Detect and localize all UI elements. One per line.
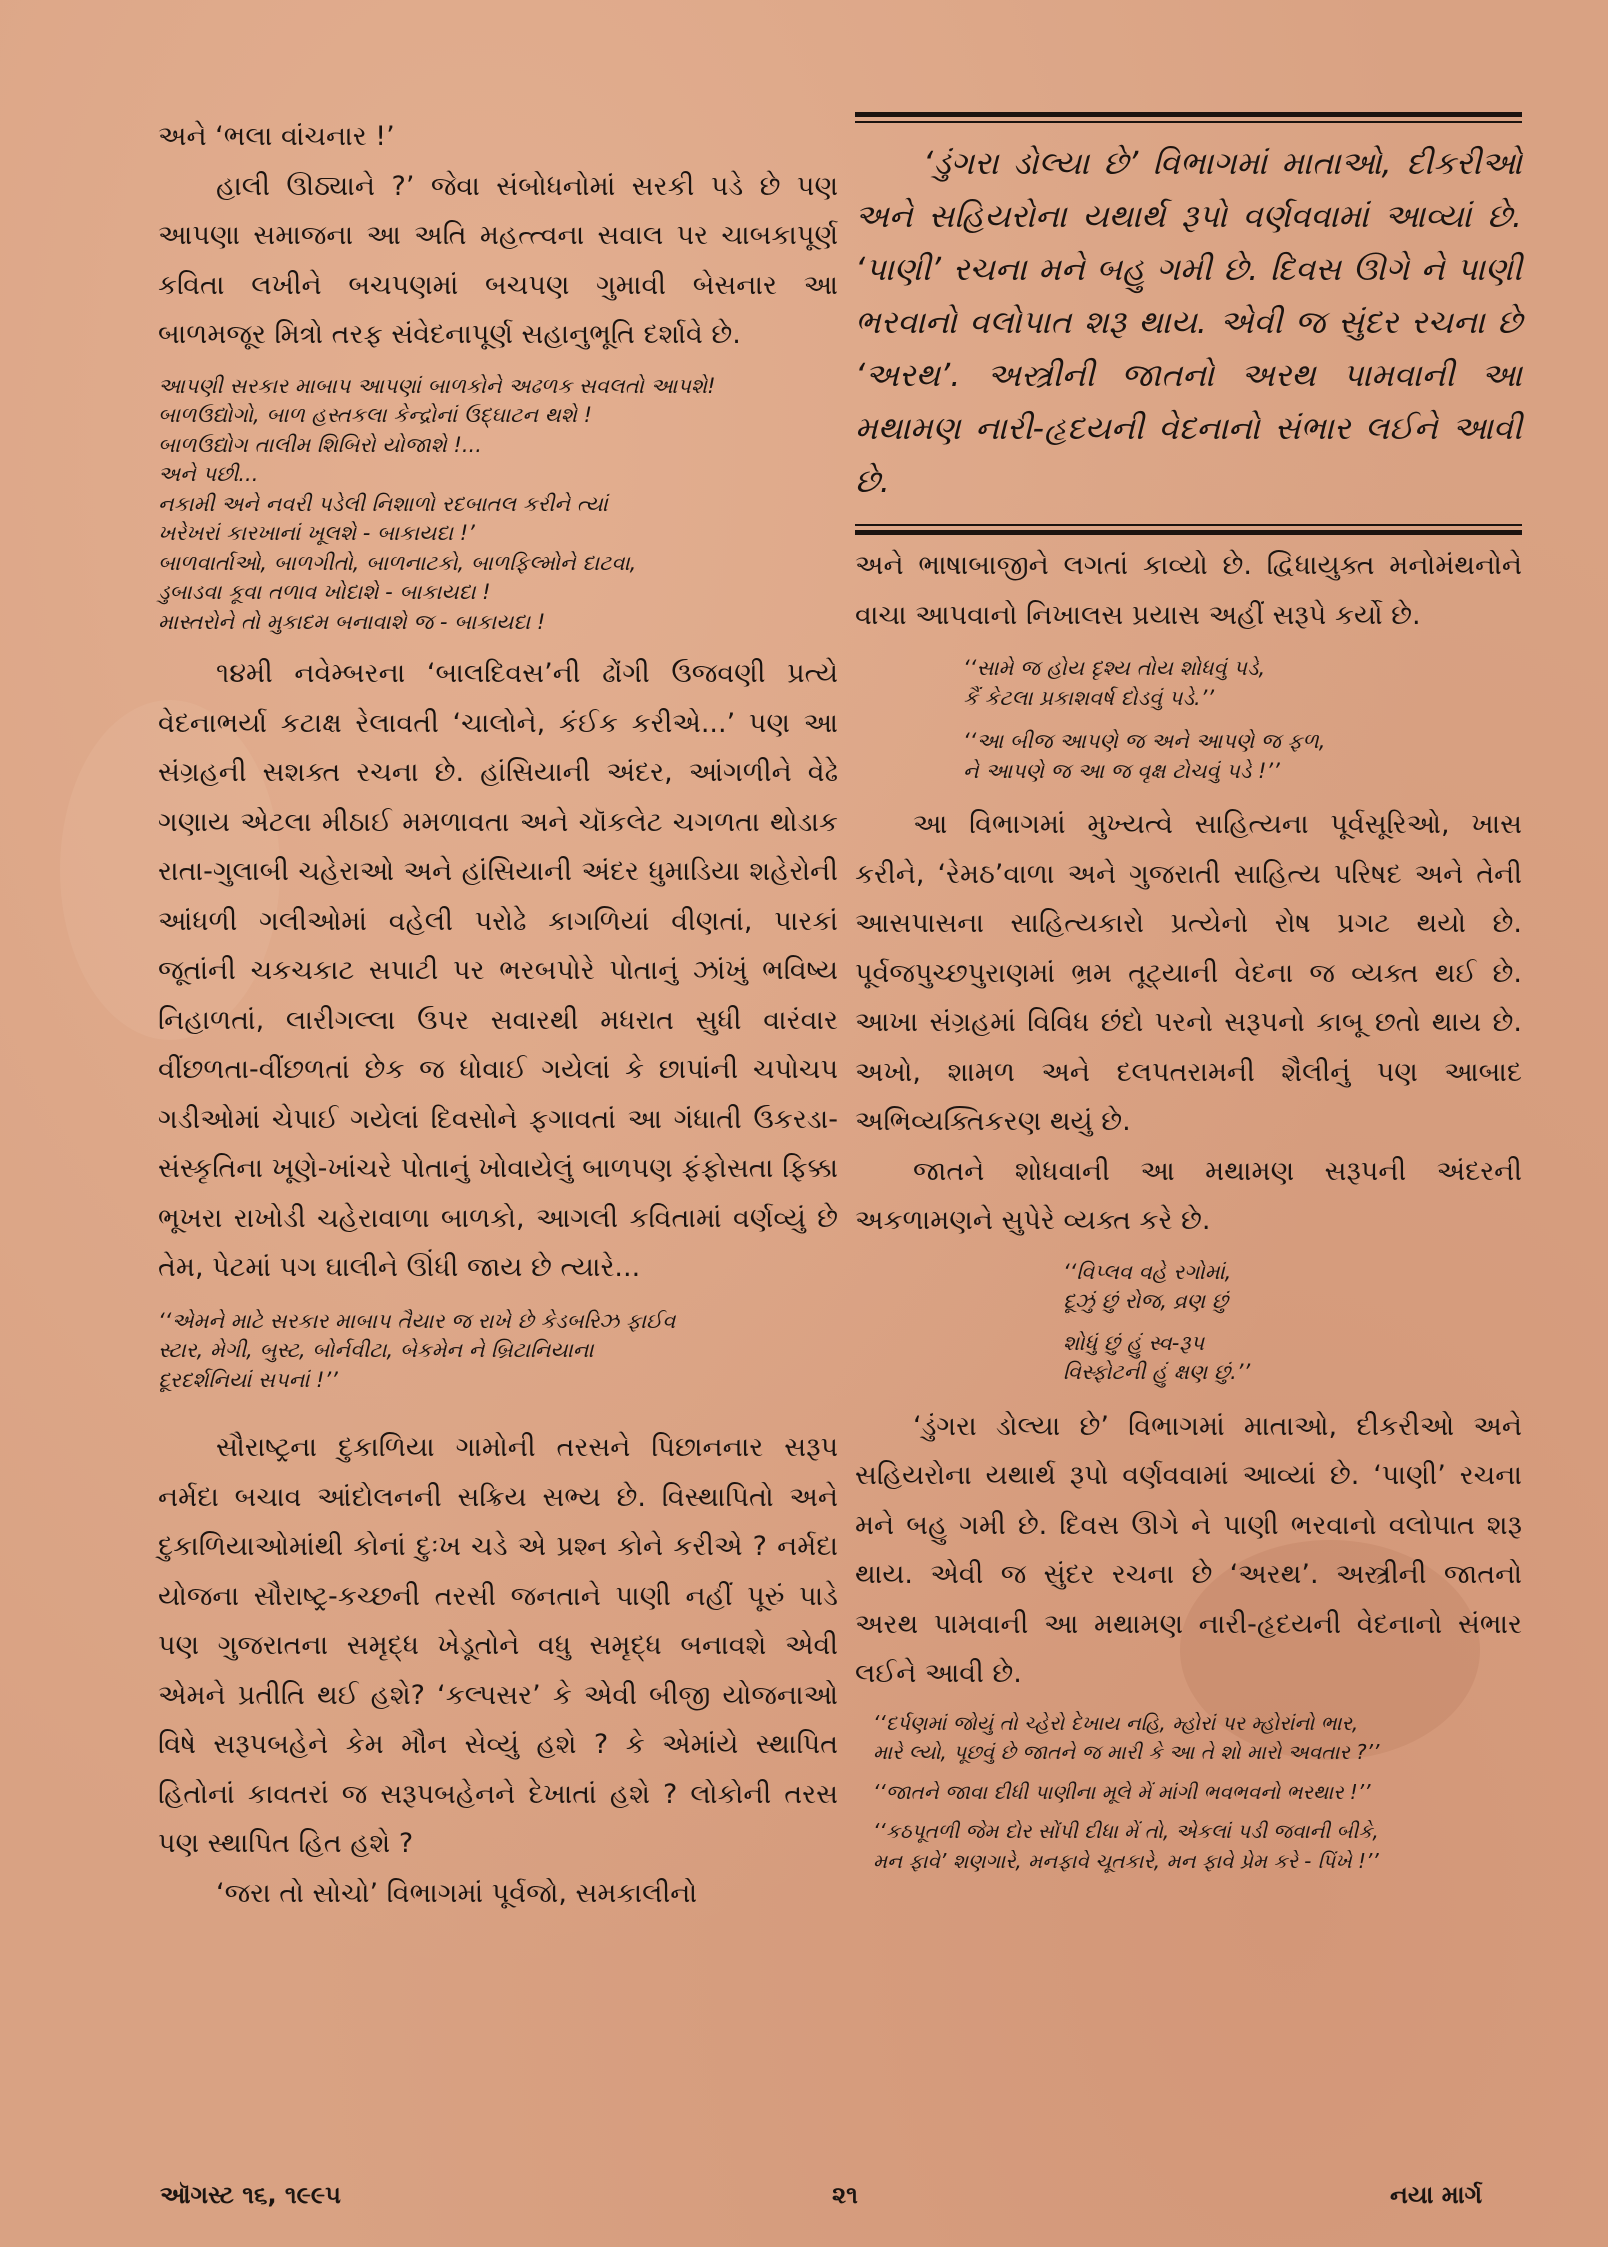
bottom-rule <box>855 524 1522 526</box>
publication-name: નયા માર્ગ <box>1390 2181 1483 2209</box>
verse-line: અને પછી... <box>158 462 259 486</box>
verse-line: આપણી સરકાર માબાપ આપણાં બાળકોને અઢળક સવલતો આપશે! <box>158 373 716 398</box>
verse-line: કૈં કેટલા પ્રકાશવર્ષ દોડવું પડે.’’ <box>963 685 1214 710</box>
footer-date: ઑગસ્ટ ૧૬, ૧૯૯૫ <box>160 2181 341 2209</box>
verse-line: ‘‘સામે જ હોય દૃશ્ય તોય શોધવું પડે, <box>963 656 1266 680</box>
verse-line: દૂરદર્શનિયાં સપનાં !’’ <box>158 1367 338 1392</box>
verse-line: સ્ટાર, મેગી, બુસ્ટ, બોર્નવીટા, બેકમેન ને બ્રિટાનિયાના <box>158 1338 594 1362</box>
verse-quote <box>1063 1329 1522 1388</box>
verse-line: મન ફાવે’ શણગારે, મનફાવે ચૂતકારે, મન ફાવે પ્રેમ કરે - પિંખે !’’ <box>873 1848 1379 1873</box>
verse-line: ખરેખરાં કારખાનાં ખૂલશે - બાકાયદા !’ <box>158 521 475 545</box>
bottom-rule <box>855 530 1522 535</box>
top-rule <box>855 121 1522 123</box>
verse-quote <box>873 1709 1522 1768</box>
paragraph: ‘ડુંગરા ડોલ્યા છે’ વિભાગમાં માતાઓ, દીકરીઓ અને સહિયરોના યથાર્થ રૂપો વર્ણવવામાં આવ્યાં છે. ‘પાણી’ રચના મને બહુ ગમી છે. દિવસ ઊગે ને પાણી ભરવાનો વલોપાત શરૂ થાય. એવી જ સુંદર રચના છે ‘અરથ’. અસ્ત્રીની જાતનો અરથ પામવાની આ મથામણ નારી-હૃદયની વેદનાનો સંભાર લઈને આવી છે. <box>855 1410 1522 1689</box>
verse-line: વિસ્ફોટની હું ક્ષણ છું.’’ <box>1063 1360 1251 1384</box>
verse-line: બાળઉદ્યોગો, બાળ હસ્તકલા કેન્દ્રોનાં ઉદ્ઘાટન થશે ! <box>158 403 593 427</box>
verse-quote <box>158 372 838 638</box>
top-rule <box>855 112 1522 117</box>
verse-quote <box>873 1817 1522 1876</box>
verse-line: ને આપણે જ આ જ વૃક્ષ ટોચવું પડે !’’ <box>963 758 1280 783</box>
paragraph: હાલી ઊઠ્યાને ?’ જેવા સંબોધનોમાં સરકી પડે છે પણ આપણા સમાજના આ અતિ મહત્ત્વના સવાલ પર ચાબકાપૂર્ણ કવિતા લખીને બચપણમાં બચપણ ગુમાવી બેસનાર આ બાળમજૂર મિત્રો તરફ સંવેદનાપૂર્ણ સહાનુભૂતિ દર્શાવે છે. <box>158 170 838 350</box>
verse-line: ‘‘જાતને જાવા દીધી પાણીના મૂલે મેં માંગી ભવભવનો ભરથાર !’’ <box>873 1779 1371 1804</box>
paragraph: ૧૪મી નવેમ્બરના ‘બાલદિવસ’ની ઢોંગી ઉજવણી પ્રત્યે વેદનાભર્યા કટાક્ષ રેલાવતી ‘ચાલોને, કંઈક કરીએ...’ પણ આ સંગ્રહની સશક્ત રચના છે. હાંસિયાની અંદર, આંગળીને વેઢે ગણાય એટલા મીઠાઈ મમળાવતા અને ચૉકલેટ ચગળતા થોડાક રાતા-ગુલાબી ચહેરાઓ અને હાંસિયાની અંદર ધુમાડિયા શહેરોની આંધળી ગલીઓમાં વહેલી પરોઢે કાગળિયાં વીણતાં, પારકાં જૂતાંની ચકચકાટ સપાટી પર ભરબપોરે પોતાનું ઝાંખું ભવિષ્ય નિહાળતાં, લારીગલ્લા ઉપર સવારથી મધરાત સુધી વારંવાર વીંછળતા-વીંછળતાં છેક જ ધોવાઈ ગયેલાં કે છાપાંની ચપોચપ ગડીઓમાં ચેપાઈ ગયેલાં દિવસોને ફગાવતાં આ ગંધાતી ઉકરડા-સંસ્કૃતિના ખૂણે-ખાંચરે પોતાનું ખોવાયેલું બાળપણ ફંફોસતા ફિક્કા ભૂખરા રાખોડી ચહેરાવાળા બાળકો, આગલી કવિતામાં વર્ણવ્યું છે તેમ, પેટમાં પગ ઘાલીને ઊંધી જાય છે ત્યારે... <box>158 658 838 1283</box>
verse-line: બાળવાર્તાઓ, બાળગીતો, બાળનાટકો, બાળફિલ્મોને દાટવા, <box>158 550 637 575</box>
paragraph: અને ભાષાબાજીને લગતાં કાવ્યો છે. દ્વિધાયુક્ત મનોમંથનોને વાચા આપવાનો નિખાલસ પ્રયાસ અહીં સરૂપે કર્યો છે. <box>855 550 1522 631</box>
verse-quote <box>158 1307 838 1396</box>
verse-quote <box>1063 1258 1522 1317</box>
verse-line: ‘‘આ બીજ આપણે જ અને આપણે જ ફળ, <box>963 729 1326 753</box>
paragraph: સૌરાષ્ટ્રના દુકાળિયા ગામોની તરસને પિછાનનાર સરૂપ નર્મદા બચાવ આંદોલનની સક્રિય સભ્ય છે. વિસ્થાપિતો અને દુકાળિયાઓમાંથી કોનાં દુઃખ ચડે એ પ્રશ્ન કોને કરીએ ? નર્મદા યોજના સૌરાષ્ટ્ર-કચ્છની તરસી જનતાને પાણી નહીં પૂરું પાડે પણ ગુજરાતના સમૃદ્ધ ખેડૂતોને વધુ સમૃદ્ધ બનાવશે એવી એમને પ્રતીતિ થઈ હશે? ‘કલ્પસર’ કે એવી બીજી યોજનાઓ વિષે સરૂપબહેને કેમ મૌન સેવ્યું હશે ? કે એમાંયે સ્થાપિત હિતોનાં કાવતરાં જ સરૂપબહેનને દેખાતાં હશે ? લોકોની તરસ પણ સ્થાપિત હિત હશે ? <box>158 1432 838 1859</box>
verse-line: માસ્તરોને તો મુકાદમ બનાવાશે જ - બાકાયદા ! <box>158 609 546 634</box>
verse-quote <box>963 654 1522 713</box>
verse-quote <box>963 727 1522 786</box>
paragraph: ‘જરા તો સોચો’ વિભાગમાં પૂર્વજો, સમકાલીનો <box>216 1877 698 1909</box>
verse-line: બાળઉદ્યોગ તાલીમ શિબિરો યોજાશે !... <box>158 432 482 457</box>
paragraph: જાતને શોધવાની આ મથામણ સરૂપની અંદરની અકળામણને સુપેરે વ્યક્ત કરે છે. <box>855 1155 1522 1236</box>
verse-line: મારે લ્યો, પૂછવું છે જાતને જ મારી કે આ તે શો મારો અવતાર ?’’ <box>873 1740 1380 1764</box>
left-column <box>158 112 838 1918</box>
right-column <box>855 112 1522 1876</box>
verse-line: ‘‘કઠપૂતળી જેમ દોર સોંપી દીધા મેં તો, એકલાં પડી જવાની બીકે, <box>873 1819 1379 1843</box>
verse-quote <box>873 1778 1522 1808</box>
verse-line: ‘‘દર્પણમાં જોયું તો ચ્હેરો દેખાય નહિ, મ્હોરાં પર મ્હોરાંનો ભાર, <box>873 1710 1359 1735</box>
verse-line: ‘‘વિપ્લવ વહે રગોમાં, <box>1063 1259 1232 1284</box>
pull-quote: ‘ડુંગરા ડોલ્યા છે’ વિભાગમાં માતાઓ, દીકરીઓ અને સહિયરોના યથાર્થ રૂપો વર્ણવવામાં આવ્યાં છે. ‘પાણી’ રચના મને બહુ ગમી છે. દિવસ ઊગે ને પાણી ભરવાનો વલોપાત શરૂ થાય. એવી જ સુંદર રચના છે ‘અરથ’. અસ્ત્રીની જાતનો અરથ પામવાની આ મથામણ નારી-હૃદયની વેદનાનો સંભાર લઈને આવી છે. <box>855 144 1522 500</box>
verse-line: ‘‘એમને માટે સરકાર માબાપ તૈયાર જ રાખે છે કેડબરિઝ ફાઈવ <box>158 1308 676 1333</box>
verse-line: દૂઝું છું રોજ, વ્રણ છું <box>1063 1289 1228 1313</box>
verse-line: ડુબાડવા કૂવા તળાવ ખોદાશે - બાકાયદા ! <box>158 580 491 604</box>
verse-line: નકામી અને નવરી પડેલી નિશાળો રદબાતલ કરીને ત્યાં <box>158 491 608 516</box>
verse-line: શોધું છું હું સ્વ-રૂપ <box>1063 1330 1205 1355</box>
paragraph: અને ‘ભલા વાંચનાર !’ <box>158 121 395 152</box>
page-number: ૨૧ <box>832 2181 858 2209</box>
paragraph: આ વિભાગમાં મુખ્યત્વે સાહિત્યના પૂર્વસૂરિઓ, ખાસ કરીને, ‘રેમઠ’વાળા અને ગુજરાતી સાહિત્ય પરિષદ અને તેની આસપાસના સાહિત્યકારો પ્રત્યેનો રોષ પ્રગટ થયો છે. પૂર્વજપુચ્છપુરાણમાં ભ્રમ તૂટ્યાની વેદના જ વ્યક્ત થઈ છે. આખા સંગ્રહમાં વિવિધ છંદો પરનો સરૂપનો કાબૂ છતો થાય છે. અખો, શામળ અને દલપતરામની શૈલીનું પણ આબાદ અભિવ્યક્તિકરણ થયું છે. <box>855 809 1522 1137</box>
